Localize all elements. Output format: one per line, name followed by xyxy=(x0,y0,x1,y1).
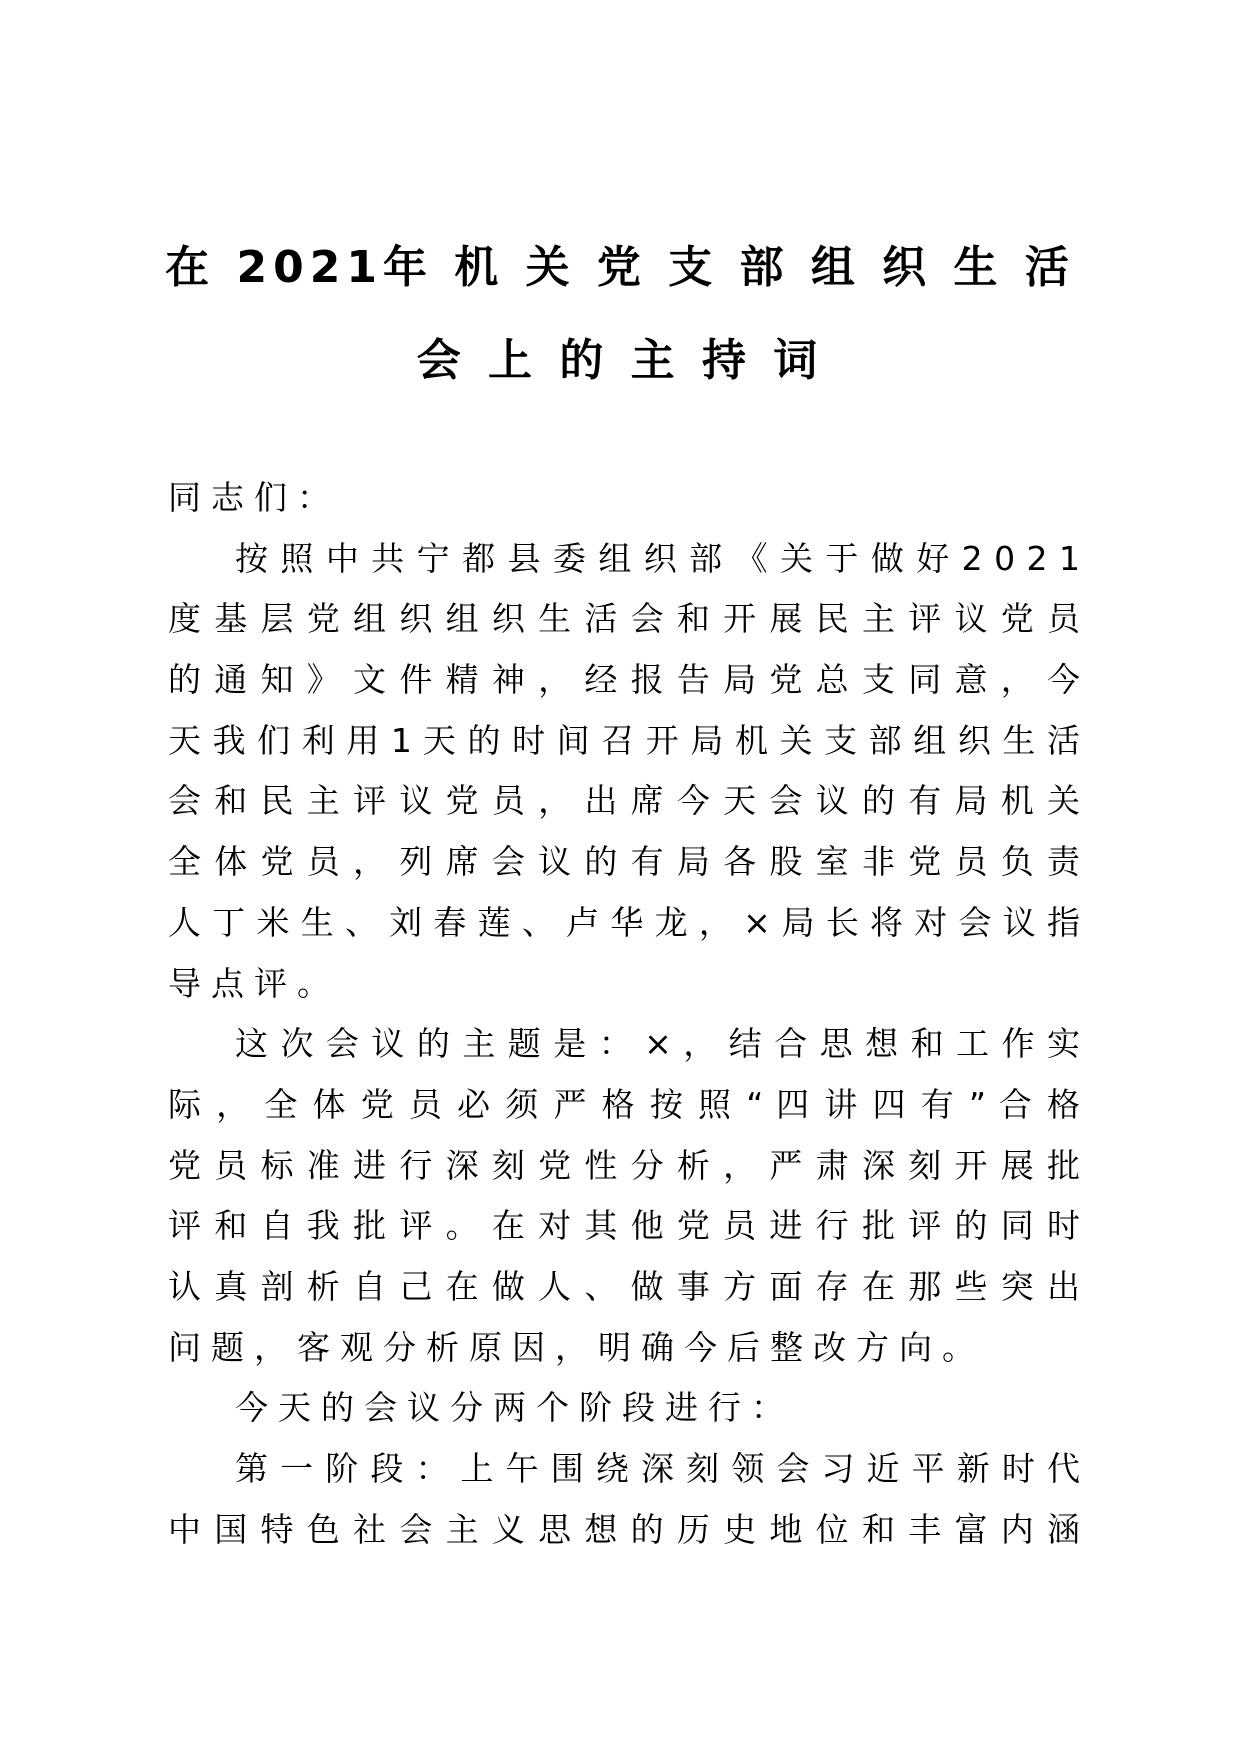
text-line: 度​ 基​ 层​ 党​ 组​ 织​ 组​ 织​ 生​ 活​ 会​ 和​ 开​ 展​ 民​ 主​ 评​ 议​ 党​ 员 xyxy=(168,599,1080,639)
text-line: 按​ 照​ 中​ 共​ 宁​ 都​ 县​ 委​ 组​ 织​ 部​ 《​ 关​ 于​ 做​ 好​ 2​ 0​ 2​ 1​ xyxy=(235,538,1080,578)
document-body xyxy=(168,468,1080,1560)
text-line: 党​ 员​ 标​ 准​ 进​ 行​ 深​ 刻​ 党​ 性​ 分​ 析​ ，​ 严​ 肃​ 深​ 刻​ 开​ 展​ 批 xyxy=(168,1145,1080,1185)
text-line: 全​ 体​ 党​ 员​ ，​ 列​ 席​ 会​ 议​ 的​ 有​ 局​ 各​ 股​ 室​ 非​ 党​ 员​ 负​ 责 xyxy=(168,842,1080,882)
text-line: 这​ 次​ 会​ 议​ 的​ 主​ 题​ 是​ ：​ ×​ ，​ 结​ 合​ 思​ 想​ 和​ 工​ 作​ 实 xyxy=(235,1024,1080,1064)
text-line: 的​ 通​ 知​ 》​ 文​ 件​ 精​ 神​ ，​ 经​ 报​ 告​ 局​ 党​ 总​ 支​ 同​ 意​ ，​ 今 xyxy=(168,660,1080,700)
document-title-line-1: 在 2021年 机 关 党 支 部 组 织 生 活 xyxy=(165,242,1075,293)
document-title-line-2: 会 上 的 主 持 词 xyxy=(416,335,824,386)
text-line: 今天的会议分两个阶段进行： xyxy=(235,1388,794,1428)
text-line: 问题，客观分析原因，明确今后整改方向。 xyxy=(168,1327,985,1367)
text-line: 际​ ，​ 全​ 体​ 党​ 员​ 必​ 须​ 严​ 格​ 按​ 照​ “​ 四​ 讲​ 四​ 有​ ”​ 合​ 格 xyxy=(168,1084,1080,1124)
text-line: 导点评。 xyxy=(168,963,340,1003)
text-line: 中​ 国​ 特​ 色​ 社​ 会​ 主​ 义​ 思​ 想​ 的​ 历​ 史​ 地​ 位​ 和​ 丰​ 富​ 内​ 涵 xyxy=(168,1509,1080,1549)
text-line: 人​ 丁​ 米​ 生​ 、​ 刘​ 春​ 莲​ 、​ 卢​ 华​ 龙​ ，​ ×​ 局​ 长​ 将​ 对​ 会​ 议​ 指 xyxy=(168,902,1080,942)
text-line: 天​ 我​ 们​ 利​ 用​ 1​ 天​ 的​ 时​ 间​ 召​ 开​ 局​ 机​ 关​ 支​ 部​ 组​ 织​ 生​ 活 xyxy=(168,720,1080,760)
text-line: 认​ 真​ 剖​ 析​ 自​ 己​ 在​ 做​ 人​ 、​ 做​ 事​ 方​ 面​ 存​ 在​ 那​ 些​ 突​ 出 xyxy=(168,1266,1080,1306)
text-line: 评​ 和​ 自​ 我​ 批​ 评​ 。​ 在​ 对​ 其​ 他​ 党​ 员​ 进​ 行​ 批​ 评​ 的​ 同​ 时 xyxy=(168,1206,1080,1246)
text-line: 同志们： xyxy=(168,478,340,517)
text-line: 会​ 和​ 民​ 主​ 评​ 议​ 党​ 员​ ，​ 出​ 席​ 今​ 天​ 会​ 议​ 的​ 有​ 局​ 机​ 关 xyxy=(168,781,1080,821)
text-line: 第​ 一​ 阶​ 段​ ：​ 上​ 午​ 围​ 绕​ 深​ 刻​ 领​ 会​ 习​ 近​ 平​ 新​ 时​ 代 xyxy=(235,1449,1080,1488)
